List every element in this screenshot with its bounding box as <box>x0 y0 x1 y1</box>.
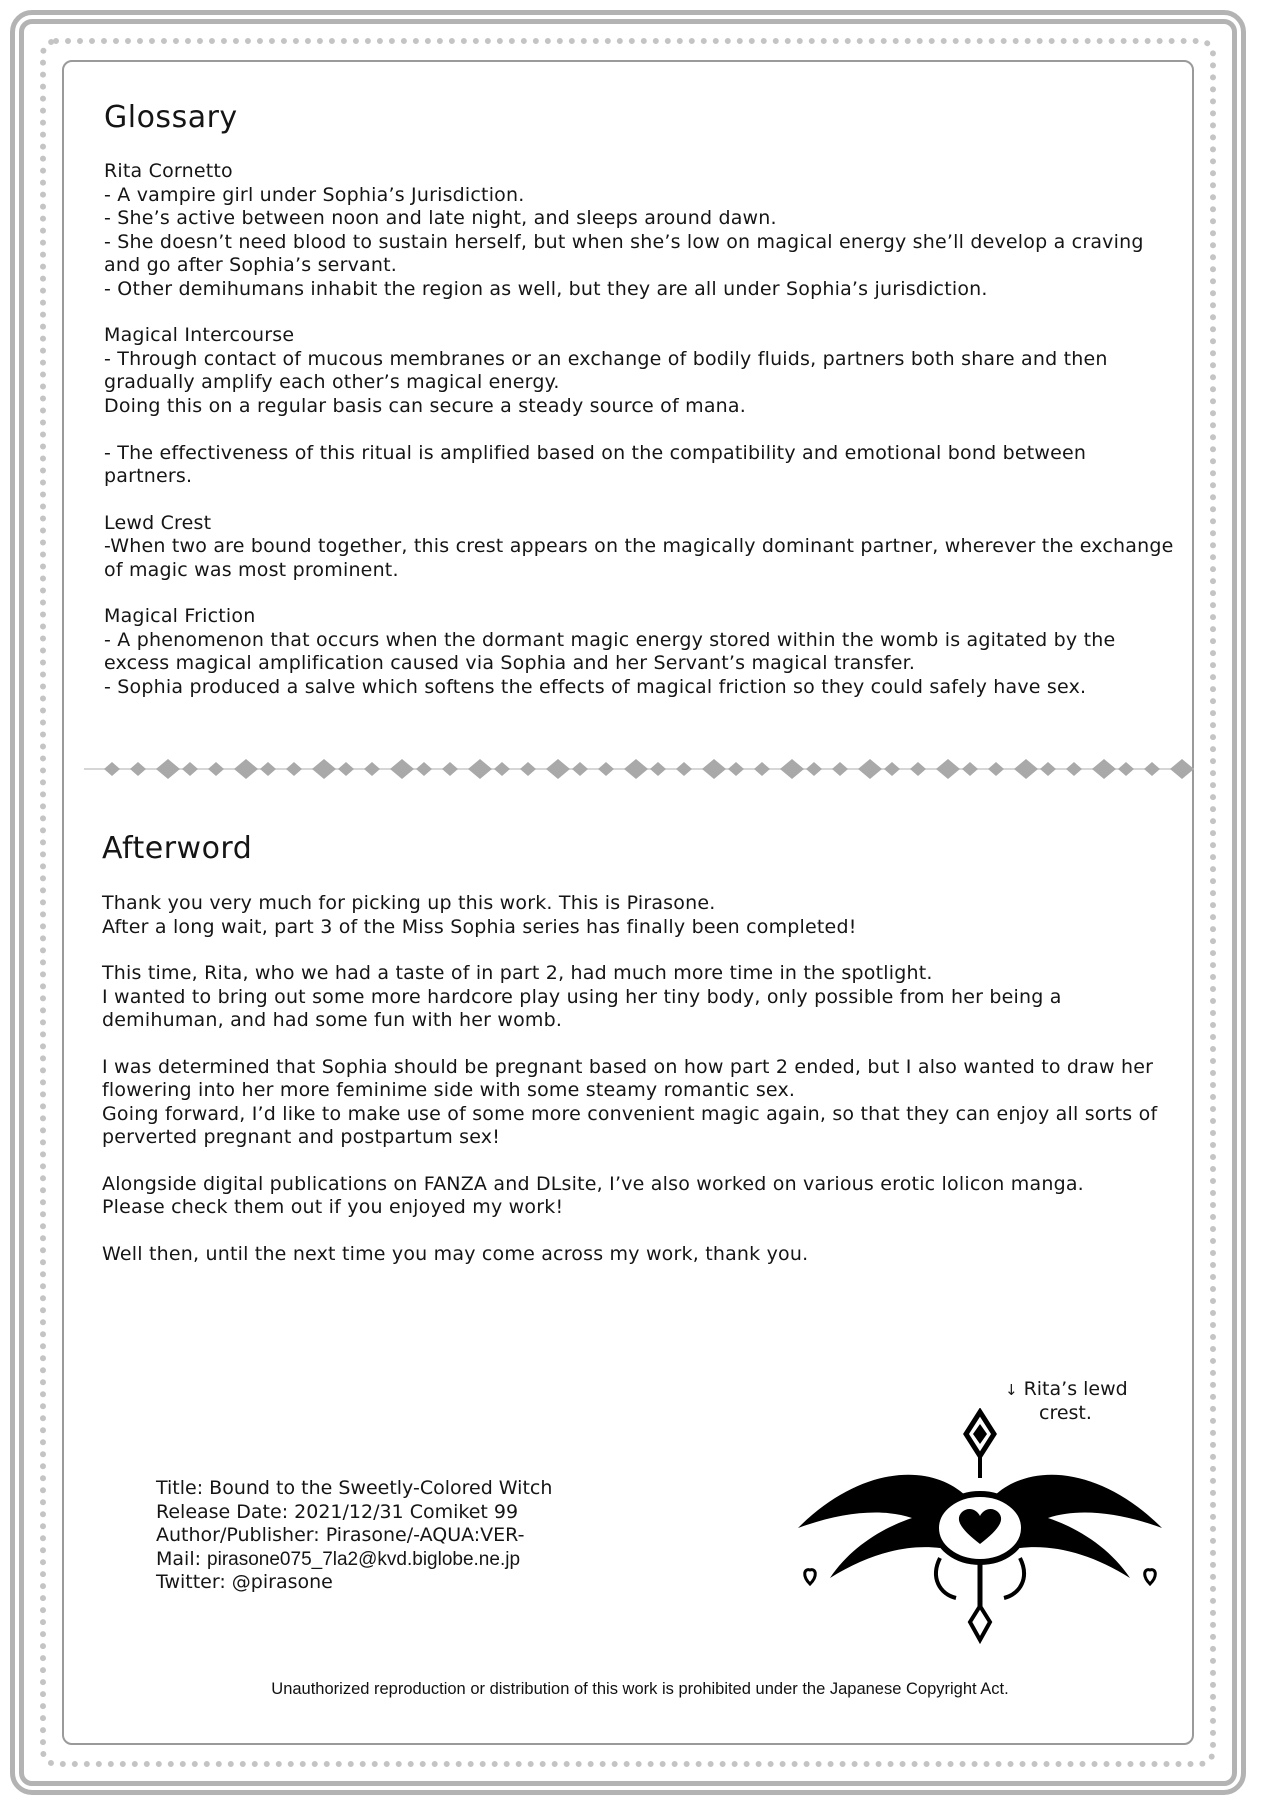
divider-diamond <box>624 759 648 779</box>
glossary-term: Magical Friction <box>104 605 256 627</box>
divider-diamond <box>156 759 180 779</box>
glossary-list <box>104 160 1180 722</box>
divider-diamond <box>884 762 900 776</box>
divider-diamond <box>806 762 822 776</box>
divider-diamond <box>1040 762 1056 776</box>
divider-diamond <box>910 762 926 776</box>
divider-diamond <box>676 762 692 776</box>
colophon-mail-label: Mail: <box>156 1547 201 1570</box>
divider-diamond <box>520 762 536 776</box>
afterword-body <box>102 892 1172 1289</box>
glossary-line-blank <box>104 418 1174 442</box>
copyright-notice: Unauthorized reproduction or distribution of this work is prohibited under the Japanese Copyright Act. <box>271 1680 1009 1698</box>
divider-diamond <box>754 762 770 776</box>
divider-diamond <box>286 762 302 776</box>
divider-diamond <box>1170 759 1194 779</box>
glossary-line: - A vampire girl under Sophia’s Jurisdiction. <box>104 183 525 206</box>
colophon-author-row <box>156 1524 716 1548</box>
glossary-title: Glossary <box>104 100 238 135</box>
divider-diamond <box>1144 762 1160 776</box>
ornamental-divider <box>84 756 1194 782</box>
afterword-title: Afterword <box>102 831 253 866</box>
divider-diamond <box>104 762 120 776</box>
divider-diamond <box>364 762 380 776</box>
glossary-term: Rita Cornetto <box>104 160 233 182</box>
colophon-title-label: Title: <box>156 1477 204 1499</box>
divider-diamond <box>234 759 258 779</box>
afterword-paragraph: I was determined that Sophia should be pregnant based on how part 2 ended, but I also wanted to draw her flowering into her more feminime side with some steamy romantic sex. Going forward, I’d like to make use of some more convenient magic again, so that they can enjoy all sorts of perverted pregnant and postpartum sex! <box>102 1055 1158 1148</box>
glossary-term: Magical Intercourse <box>104 324 295 346</box>
divider-diamond <box>988 762 1004 776</box>
glossary-line: - Through contact of mucous membranes or an exchange of bodily fluids, partners both share and then gradually amplify each other’s magical energy. <box>104 347 1114 393</box>
afterword-paragraph: This time, Rita, who we had a taste of in part 2, had much more time in the spotlight. I wanted to bring out some more hardcore play using her tiny body, only possible from her being a demihuman, and had some fun with her womb. <box>102 962 1062 1031</box>
colophon-release-label: Release Date: <box>156 1500 289 1523</box>
divider-diamond <box>182 762 198 776</box>
colophon-release-row <box>156 1501 716 1525</box>
glossary-line: - She’s active between noon and late night, and sleeps around dawn. <box>104 207 777 229</box>
colophon-title-row <box>156 1477 716 1501</box>
divider-diamond <box>1118 762 1134 776</box>
afterword-paragraph: Alongside digital publications on FANZA and DLsite, I’ve also worked on various erotic lolicon manga. Please check them out if you enjoyed my work! <box>102 1172 1084 1218</box>
colophon-author-label: Author/Publisher: <box>156 1524 320 1546</box>
glossary-line: Doing this on a regular basis can secure a steady source of mana. <box>104 394 746 417</box>
afterword-paragraph: Thank you very much for picking up this work. This is Pirasone. After a long wait, part 3 of the Miss Sophia series has finally been completed! <box>102 892 857 938</box>
colophon-author-value: Pirasone/-AQUA:VER- <box>325 1524 525 1546</box>
crest-caption-line1: Rita’s lewd <box>1023 1378 1128 1400</box>
colophon-twitter-label: Twitter: <box>156 1571 226 1593</box>
glossary-term: Lewd Crest <box>104 511 212 534</box>
divider-diamond <box>416 762 432 776</box>
glossary-entry-lewd-crest <box>104 511 1180 583</box>
colophon-twitter-row <box>156 1571 716 1595</box>
divider-diamond <box>962 762 978 776</box>
divider-diamond <box>468 759 492 779</box>
colophon-release-value: 2021/12/31 Comiket 99 <box>294 1500 519 1523</box>
divider-diamond <box>546 759 570 779</box>
divider-diamond <box>650 762 666 776</box>
glossary-line: -When two are bound together, this crest appears on the magically dominant partner, wherever the exchange of magic was most prominent. <box>104 535 1180 581</box>
divider-diamond <box>390 759 414 779</box>
divider-diamond <box>130 762 146 776</box>
divider-diamond <box>1092 759 1116 779</box>
divider-diamond <box>598 762 614 776</box>
divider-diamond <box>1014 759 1038 779</box>
divider-diamond <box>312 759 336 779</box>
crest-caption-line2: crest. <box>1039 1402 1092 1424</box>
divider-diamond <box>780 759 804 779</box>
glossary-line: - Sophia produced a salve which softens the effects of magical friction so they could safely have sex. <box>104 675 1087 698</box>
glossary-line: - She doesn’t need blood to sustain herself, but when she’s low on magical energy she’ll develop a craving and go after Sophia’s servant. <box>104 230 1150 276</box>
colophon-twitter-value: @pirasone <box>231 1571 333 1593</box>
divider-diamond <box>1066 762 1082 776</box>
divider-diamond <box>832 762 848 776</box>
divider-diamond <box>260 762 276 776</box>
divider-diamond <box>442 762 458 776</box>
colophon-mail-row <box>156 1548 716 1572</box>
colophon <box>156 1477 716 1595</box>
down-arrow-icon: ↓ <box>1005 1381 1018 1399</box>
divider-diamond <box>208 762 224 776</box>
divider-diamond <box>728 762 744 776</box>
colophon-title-value: Bound to the Sweetly-Colored Witch <box>209 1477 553 1499</box>
divider-diamond <box>494 762 510 776</box>
glossary-line: - The effectiveness of this ritual is amplified based on the compatibility and emotional bond between partners. <box>104 441 1093 487</box>
glossary-entry-magical-friction <box>104 605 1174 699</box>
afterword-paragraph: Well then, until the next time you may come across my work, thank you. <box>102 1242 809 1265</box>
glossary-entry-magical-intercourse <box>104 324 1174 489</box>
glossary-line: - Other demihumans inhabit the region as well, but they are all under Sophia’s jurisdiction. <box>104 277 988 300</box>
divider-diamond <box>936 759 960 779</box>
colophon-mail-value: pirasone075_7la2@kvd.biglobe.ne.jp <box>207 1548 521 1570</box>
divider-diamond <box>702 759 726 779</box>
glossary-entry-rita-cornetto <box>104 160 1174 301</box>
divider-diamond <box>858 759 882 779</box>
glossary-line: - A phenomenon that occurs when the dormant magic energy stored within the womb is agitated by the excess magical amplification caused via Sophia and her Servant’s magical transfer. <box>104 628 1122 674</box>
lewd-crest-illustration <box>790 1408 1170 1648</box>
divider-diamond <box>338 762 354 776</box>
divider-diamond <box>572 762 588 776</box>
